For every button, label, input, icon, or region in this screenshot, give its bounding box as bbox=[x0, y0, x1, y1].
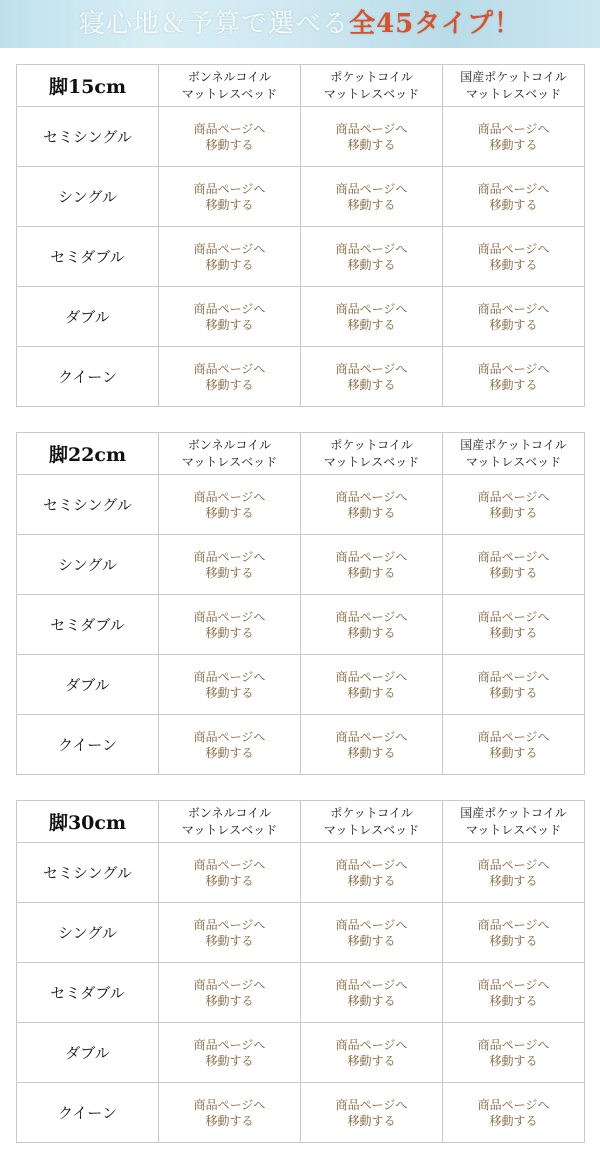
link-line1: 商品ページへ bbox=[477, 977, 550, 992]
banner-title bbox=[79, 9, 521, 39]
link-line1: 商品ページへ bbox=[335, 121, 408, 136]
link-line1: 商品ページへ bbox=[335, 609, 408, 624]
link-line1: 商品ページへ bbox=[335, 977, 408, 992]
table-row bbox=[17, 535, 585, 595]
product-page-link[interactable] bbox=[194, 729, 266, 761]
link-line1: 商品ページへ bbox=[193, 917, 266, 932]
table-row bbox=[17, 715, 585, 775]
link-line1: 商品ページへ bbox=[193, 977, 266, 992]
size-label: クイーン bbox=[17, 347, 159, 407]
link-line2: 移動する bbox=[205, 685, 254, 700]
link-line2: 移動する bbox=[489, 933, 538, 948]
link-line1: 商品ページへ bbox=[193, 609, 266, 624]
product-cell bbox=[301, 287, 443, 347]
product-cell bbox=[301, 655, 443, 715]
product-cell bbox=[159, 227, 301, 287]
size-label: ダブル bbox=[17, 287, 159, 347]
table-row bbox=[17, 1023, 585, 1083]
link-line1: 商品ページへ bbox=[477, 121, 550, 136]
link-line1: 商品ページへ bbox=[477, 301, 550, 316]
leg-table bbox=[16, 64, 585, 407]
product-cell bbox=[443, 595, 585, 655]
link-line2: 移動する bbox=[205, 745, 254, 760]
product-page-link[interactable] bbox=[336, 301, 408, 333]
link-line1: 商品ページへ bbox=[335, 669, 408, 684]
link-line1: 商品ページへ bbox=[477, 1037, 550, 1052]
product-cell bbox=[443, 347, 585, 407]
product-page-link[interactable] bbox=[478, 121, 550, 153]
product-page-link[interactable] bbox=[336, 857, 408, 889]
link-line2: 移動する bbox=[489, 257, 538, 272]
column-header bbox=[301, 65, 443, 107]
link-line2: 移動する bbox=[347, 933, 396, 948]
link-line1: 商品ページへ bbox=[335, 857, 408, 872]
product-page-link[interactable] bbox=[336, 917, 408, 949]
column-header-line2: マットレスベッド bbox=[465, 86, 562, 101]
product-page-link[interactable] bbox=[194, 241, 266, 273]
link-line1: 商品ページへ bbox=[193, 1097, 266, 1112]
column-header-line1: ポケットコイル bbox=[330, 69, 413, 84]
link-line2: 移動する bbox=[347, 993, 396, 1008]
link-line2: 移動する bbox=[205, 1053, 254, 1068]
link-line1: 商品ページへ bbox=[193, 241, 266, 256]
product-page-link[interactable] bbox=[478, 1037, 550, 1069]
link-line2: 移動する bbox=[205, 377, 254, 392]
product-page-link[interactable] bbox=[194, 1097, 266, 1129]
link-line2: 移動する bbox=[489, 873, 538, 888]
link-line1: 商品ページへ bbox=[335, 301, 408, 316]
leg-height-label: 脚15cm bbox=[17, 65, 159, 107]
table-row bbox=[17, 903, 585, 963]
link-line1: 商品ページへ bbox=[335, 181, 408, 196]
product-cell bbox=[159, 475, 301, 535]
link-line1: 商品ページへ bbox=[477, 1097, 550, 1112]
banner-accent: 全45タイプ！ bbox=[349, 9, 521, 39]
link-line1: 商品ページへ bbox=[193, 549, 266, 564]
product-page-link[interactable] bbox=[478, 669, 550, 701]
product-cell bbox=[159, 655, 301, 715]
column-header-line2: マットレスベッド bbox=[465, 454, 562, 469]
header-banner bbox=[0, 0, 600, 48]
product-page-link[interactable] bbox=[478, 609, 550, 641]
link-line2: 移動する bbox=[205, 933, 254, 948]
size-label: セミダブル bbox=[17, 595, 159, 655]
link-line2: 移動する bbox=[205, 197, 254, 212]
product-cell bbox=[159, 535, 301, 595]
link-line2: 移動する bbox=[205, 257, 254, 272]
product-cell bbox=[301, 475, 443, 535]
leg-height-label: 脚30cm bbox=[17, 801, 159, 843]
product-page-link[interactable] bbox=[336, 729, 408, 761]
product-cell bbox=[159, 903, 301, 963]
product-cell bbox=[159, 167, 301, 227]
product-cell bbox=[443, 903, 585, 963]
product-cell bbox=[301, 903, 443, 963]
link-line2: 移動する bbox=[205, 1113, 254, 1128]
size-label: シングル bbox=[17, 167, 159, 227]
link-line2: 移動する bbox=[489, 197, 538, 212]
link-line1: 商品ページへ bbox=[335, 241, 408, 256]
link-line2: 移動する bbox=[347, 625, 396, 640]
size-label: ダブル bbox=[17, 655, 159, 715]
link-line1: 商品ページへ bbox=[193, 857, 266, 872]
leg-table bbox=[16, 432, 585, 775]
size-label: セミシングル bbox=[17, 475, 159, 535]
table-row bbox=[17, 287, 585, 347]
link-line2: 移動する bbox=[489, 1053, 538, 1068]
product-page-link[interactable] bbox=[194, 549, 266, 581]
product-cell bbox=[443, 1023, 585, 1083]
column-header-line2: マットレスベッド bbox=[465, 822, 562, 837]
link-line2: 移動する bbox=[347, 745, 396, 760]
header-row bbox=[17, 65, 585, 107]
table-row bbox=[17, 347, 585, 407]
link-line2: 移動する bbox=[489, 377, 538, 392]
column-header bbox=[443, 65, 585, 107]
link-line2: 移動する bbox=[205, 625, 254, 640]
table-row bbox=[17, 963, 585, 1023]
table-row bbox=[17, 1083, 585, 1143]
link-line1: 商品ページへ bbox=[335, 917, 408, 932]
link-line2: 移動する bbox=[347, 873, 396, 888]
column-header-line1: ポケットコイル bbox=[330, 437, 413, 452]
product-page-link[interactable] bbox=[478, 549, 550, 581]
link-line1: 商品ページへ bbox=[335, 1037, 408, 1052]
link-line1: 商品ページへ bbox=[193, 121, 266, 136]
link-line2: 移動する bbox=[347, 1053, 396, 1068]
link-line2: 移動する bbox=[205, 317, 254, 332]
product-cell bbox=[443, 287, 585, 347]
column-header bbox=[443, 801, 585, 843]
link-line2: 移動する bbox=[205, 505, 254, 520]
product-page-link[interactable] bbox=[194, 1037, 266, 1069]
product-page-link[interactable] bbox=[336, 181, 408, 213]
link-line2: 移動する bbox=[347, 377, 396, 392]
column-header-line1: 国産ポケットコイル bbox=[460, 805, 567, 820]
product-page-link[interactable] bbox=[194, 977, 266, 1009]
size-label: クイーン bbox=[17, 715, 159, 775]
product-page-link[interactable] bbox=[194, 121, 266, 153]
link-line1: 商品ページへ bbox=[193, 181, 266, 196]
product-cell bbox=[301, 595, 443, 655]
product-page-link[interactable] bbox=[194, 917, 266, 949]
link-line1: 商品ページへ bbox=[477, 361, 550, 376]
product-page-link[interactable] bbox=[478, 977, 550, 1009]
product-cell bbox=[443, 107, 585, 167]
product-page-link[interactable] bbox=[336, 241, 408, 273]
product-cell bbox=[443, 167, 585, 227]
column-header-line1: 国産ポケットコイル bbox=[460, 437, 567, 452]
column-header bbox=[159, 801, 301, 843]
table-row bbox=[17, 595, 585, 655]
size-label: ダブル bbox=[17, 1023, 159, 1083]
link-line2: 移動する bbox=[205, 565, 254, 580]
link-line2: 移動する bbox=[347, 137, 396, 152]
product-cell bbox=[443, 535, 585, 595]
product-cell bbox=[301, 1083, 443, 1143]
size-label: セミシングル bbox=[17, 843, 159, 903]
banner-text: 寝心地＆予算で選べる bbox=[79, 9, 350, 39]
column-header-line2: マットレスベッド bbox=[323, 454, 420, 469]
link-line2: 移動する bbox=[489, 317, 538, 332]
product-page-link[interactable] bbox=[336, 1097, 408, 1129]
table-row bbox=[17, 475, 585, 535]
link-line2: 移動する bbox=[205, 873, 254, 888]
product-page-link[interactable] bbox=[336, 361, 408, 393]
product-cell bbox=[159, 347, 301, 407]
link-line1: 商品ページへ bbox=[477, 489, 550, 504]
product-page-link[interactable] bbox=[478, 241, 550, 273]
column-header-line2: マットレスベッド bbox=[181, 454, 278, 469]
link-line2: 移動する bbox=[489, 625, 538, 640]
product-cell bbox=[301, 107, 443, 167]
product-page-link[interactable] bbox=[478, 301, 550, 333]
column-header-line2: マットレスベッド bbox=[181, 822, 278, 837]
leg-height-label: 脚22cm bbox=[17, 433, 159, 475]
column-header-line1: ポケットコイル bbox=[330, 805, 413, 820]
table-row bbox=[17, 107, 585, 167]
link-line1: 商品ページへ bbox=[193, 489, 266, 504]
product-page-link[interactable] bbox=[478, 361, 550, 393]
product-cell bbox=[301, 347, 443, 407]
product-page-link[interactable] bbox=[336, 669, 408, 701]
link-line1: 商品ページへ bbox=[477, 241, 550, 256]
product-page-link[interactable] bbox=[336, 609, 408, 641]
product-cell bbox=[159, 963, 301, 1023]
leg-table bbox=[16, 800, 585, 1143]
link-line2: 移動する bbox=[347, 197, 396, 212]
product-cell bbox=[159, 715, 301, 775]
link-line1: 商品ページへ bbox=[477, 549, 550, 564]
link-line2: 移動する bbox=[347, 317, 396, 332]
column-header bbox=[443, 433, 585, 475]
link-line1: 商品ページへ bbox=[477, 857, 550, 872]
product-page-link[interactable] bbox=[194, 181, 266, 213]
column-header-line1: ボンネルコイル bbox=[187, 437, 272, 452]
product-cell bbox=[301, 963, 443, 1023]
link-line1: 商品ページへ bbox=[477, 729, 550, 744]
column-header-line1: 国産ポケットコイル bbox=[460, 69, 567, 84]
product-page-link[interactable] bbox=[478, 489, 550, 521]
product-cell bbox=[301, 227, 443, 287]
product-page-link[interactable] bbox=[478, 181, 550, 213]
link-line2: 移動する bbox=[489, 993, 538, 1008]
table-row bbox=[17, 167, 585, 227]
product-cell bbox=[159, 1023, 301, 1083]
column-header-line1: ボンネルコイル bbox=[187, 69, 272, 84]
link-line2: 移動する bbox=[347, 565, 396, 580]
column-header bbox=[159, 433, 301, 475]
link-line2: 移動する bbox=[347, 1113, 396, 1128]
product-cell bbox=[159, 843, 301, 903]
link-line2: 移動する bbox=[489, 1113, 538, 1128]
product-cell bbox=[301, 1023, 443, 1083]
link-line1: 商品ページへ bbox=[193, 361, 266, 376]
product-cell bbox=[443, 227, 585, 287]
link-line2: 移動する bbox=[205, 993, 254, 1008]
link-line1: 商品ページへ bbox=[335, 489, 408, 504]
product-page-link[interactable] bbox=[478, 917, 550, 949]
link-line2: 移動する bbox=[489, 505, 538, 520]
table-row bbox=[17, 655, 585, 715]
header-row bbox=[17, 433, 585, 475]
link-line2: 移動する bbox=[489, 565, 538, 580]
column-header bbox=[301, 433, 443, 475]
link-line1: 商品ページへ bbox=[335, 361, 408, 376]
link-line1: 商品ページへ bbox=[193, 729, 266, 744]
product-page-link[interactable] bbox=[336, 121, 408, 153]
product-cell bbox=[301, 843, 443, 903]
link-line2: 移動する bbox=[489, 685, 538, 700]
product-page-link[interactable] bbox=[194, 301, 266, 333]
size-label: セミシングル bbox=[17, 107, 159, 167]
product-page-link[interactable] bbox=[194, 361, 266, 393]
product-page-link[interactable] bbox=[336, 549, 408, 581]
product-cell bbox=[443, 843, 585, 903]
product-page-link[interactable] bbox=[336, 977, 408, 1009]
column-header-line2: マットレスベッド bbox=[181, 86, 278, 101]
size-label: セミダブル bbox=[17, 227, 159, 287]
link-line1: 商品ページへ bbox=[335, 1097, 408, 1112]
link-line2: 移動する bbox=[347, 505, 396, 520]
link-line2: 移動する bbox=[347, 685, 396, 700]
product-page-link[interactable] bbox=[194, 609, 266, 641]
product-cell bbox=[443, 1083, 585, 1143]
link-line1: 商品ページへ bbox=[477, 609, 550, 624]
product-cell bbox=[159, 107, 301, 167]
link-line1: 商品ページへ bbox=[335, 729, 408, 744]
link-line2: 移動する bbox=[489, 745, 538, 760]
link-line1: 商品ページへ bbox=[193, 301, 266, 316]
link-line2: 移動する bbox=[489, 137, 538, 152]
product-cell bbox=[443, 963, 585, 1023]
size-label: セミダブル bbox=[17, 963, 159, 1023]
link-line2: 移動する bbox=[347, 257, 396, 272]
product-cell bbox=[301, 167, 443, 227]
column-header bbox=[301, 801, 443, 843]
product-cell bbox=[159, 1083, 301, 1143]
link-line2: 移動する bbox=[205, 137, 254, 152]
link-line1: 商品ページへ bbox=[477, 181, 550, 196]
product-cell bbox=[159, 287, 301, 347]
link-line1: 商品ページへ bbox=[335, 549, 408, 564]
product-cell bbox=[301, 535, 443, 595]
link-line1: 商品ページへ bbox=[477, 917, 550, 932]
product-page-link[interactable] bbox=[194, 857, 266, 889]
link-line1: 商品ページへ bbox=[477, 669, 550, 684]
product-page-link[interactable] bbox=[478, 1097, 550, 1129]
column-header-line2: マットレスベッド bbox=[323, 822, 420, 837]
product-page-link[interactable] bbox=[478, 857, 550, 889]
column-header bbox=[159, 65, 301, 107]
table-row bbox=[17, 227, 585, 287]
product-cell bbox=[301, 715, 443, 775]
link-line1: 商品ページへ bbox=[193, 1037, 266, 1052]
table-row bbox=[17, 843, 585, 903]
product-cell bbox=[443, 715, 585, 775]
product-page-link[interactable] bbox=[336, 489, 408, 521]
product-cell bbox=[443, 655, 585, 715]
link-line1: 商品ページへ bbox=[193, 669, 266, 684]
product-page-link[interactable] bbox=[478, 729, 550, 761]
product-page-link[interactable] bbox=[194, 489, 266, 521]
product-page-link[interactable] bbox=[194, 669, 266, 701]
size-label: シングル bbox=[17, 535, 159, 595]
header-row bbox=[17, 801, 585, 843]
column-header-line1: ボンネルコイル bbox=[187, 805, 272, 820]
size-label: クイーン bbox=[17, 1083, 159, 1143]
product-cell bbox=[159, 595, 301, 655]
product-page-link[interactable] bbox=[336, 1037, 408, 1069]
size-label: シングル bbox=[17, 903, 159, 963]
product-cell bbox=[443, 475, 585, 535]
column-header-line2: マットレスベッド bbox=[323, 86, 420, 101]
